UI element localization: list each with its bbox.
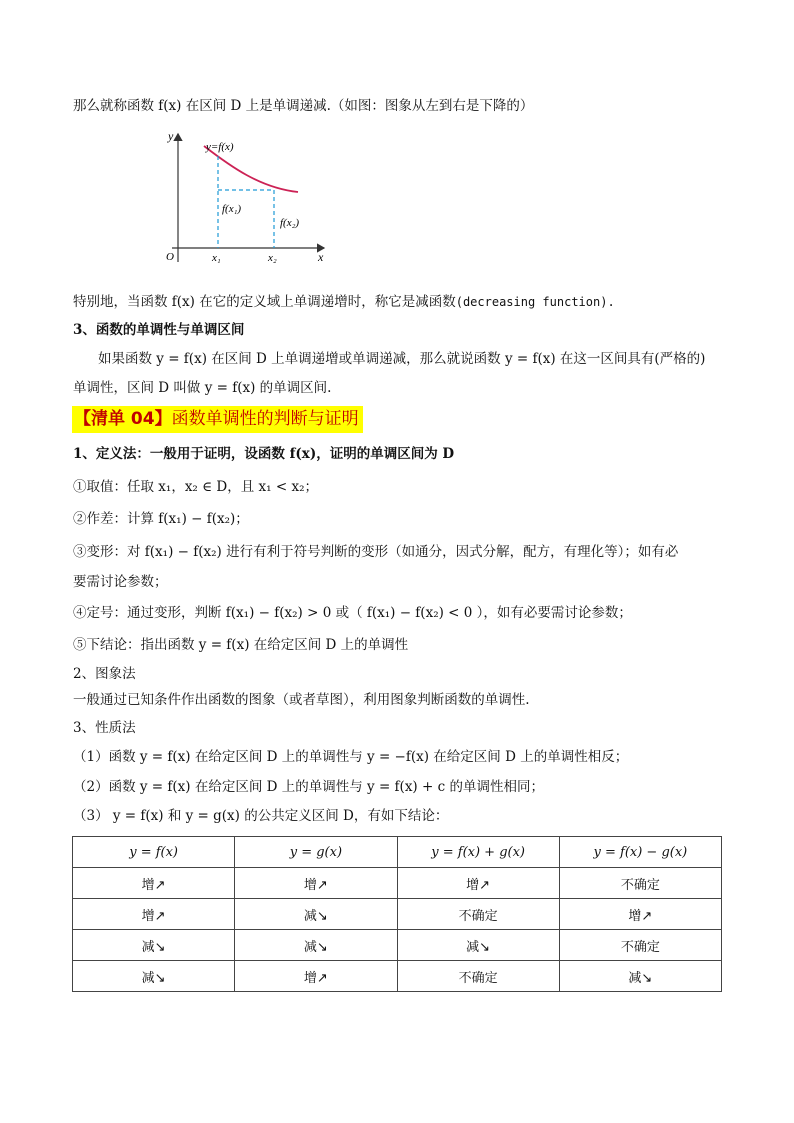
x2-label: x₂ [268,252,277,264]
table-cell: 增↗ [73,899,235,930]
property-3: （3） y = f(x) 和 y = g(x) 的公共定义区间 D，有如下结论： [73,808,449,824]
step-transform-1: ③变形：对 f(x₁) − f(x₂) 进行有利于符号判断的变形（如通分，因式分解，配方，有理化等）；如有必 [73,544,679,560]
table-cell: 增↗ [235,868,397,899]
special-case-term: (decreasing function). [455,295,615,309]
header-f: y = f(x) [73,837,235,868]
graph-method-heading: 2、图象法 [73,666,136,682]
section-title [72,406,363,433]
table-cell: 减↘ [235,930,397,961]
table-row [73,961,722,992]
special-case-text: 特别地，当函数 f(x) 在它的定义域上单调递增时，称它是减函数 [73,294,456,310]
table-cell: 增↗ [235,961,397,992]
monotonic-interval-para-1: 如果函数 y = f(x) 在区间 D 上单调递增或单调递减，那么就说函数 y = f(x) 在这一区间具有(严格的) [98,351,706,367]
section-bracket-close: 】 [154,409,172,429]
definition-method-heading: 1、定义法：一般用于证明，设函数 f(x)，证明的单调区间为 D [73,446,455,462]
x1-label: x₁ [212,252,221,264]
table-row [73,899,722,930]
table-row [73,930,722,961]
x-axis-label: x [318,250,324,264]
table-cell: 不确定 [397,899,559,930]
origin-label: O [166,251,174,263]
table-cell: 不确定 [559,930,721,961]
section-tag: 清单 04 [91,409,155,429]
table-row [73,868,722,899]
fx2-label: f(x₂) [280,217,300,229]
monotonic-interval-heading: 3、函数的单调性与单调区间 [73,322,245,338]
table-cell: 减↘ [235,899,397,930]
decreasing-function-graph [160,128,332,268]
table-cell: 增↗ [397,868,559,899]
header-g: y = g(x) [235,837,397,868]
section-title-text: 函数单调性的判断与证明 [171,409,359,429]
section-bracket-open: 【 [74,409,91,429]
header-sum: y = f(x) + g(x) [397,837,559,868]
table-cell: 增↗ [73,868,235,899]
step-take-values: ①取值：任取 x₁，x₂ ∈ D，且 x₁ < x₂； [73,479,318,495]
fx1-label: f(x₁) [222,203,242,215]
decreasing-definition: 那么就称函数 f(x) 在区间 D 上是单调递减.（如图：图象从左到右是下降的） [73,98,534,114]
table-cell: 不确定 [397,961,559,992]
property-2: （2）函数 y = f(x) 在给定区间 D 上的单调性与 y = f(x) + c 的单调性相同； [73,779,544,795]
step-transform-2: 要需讨论参数； [73,574,168,590]
step-determine-sign: ④定号：通过变形，判断 f(x₁) − f(x₂) > 0 或（ f(x₁) − f(x₂) < 0 ），如有必要需讨论参数； [73,605,632,621]
property-method-heading: 3、性质法 [73,720,136,736]
y-axis-label: y [168,129,174,143]
table-cell: 增↗ [559,899,721,930]
step-conclusion: ⑤下结论：指出函数 y = f(x) 在给定区间 D 上的单调性 [73,637,409,653]
step-difference: ②作差：计算 f(x₁) − f(x₂)； [73,511,249,527]
table-cell: 减↘ [73,961,235,992]
table-cell: 减↘ [73,930,235,961]
curve-label: y=f(x) [206,141,234,153]
monotonic-interval-para-2: 单调性，区间 D 叫做 y = f(x) 的单调区间. [73,380,332,396]
property-1: （1）函数 y = f(x) 在给定区间 D 上的单调性与 y = −f(x) 在给定区间 D 上的单调性相反； [73,749,629,765]
special-case-line [73,292,615,312]
table-header-row [73,837,722,868]
monotonicity-table [72,836,722,992]
table-cell: 减↘ [397,930,559,961]
header-difference: y = f(x) − g(x) [559,837,721,868]
graph-method-text: 一般通过已知条件作出函数的图象（或者草图），利用图象判断函数的单调性. [73,692,530,708]
table-cell: 不确定 [559,868,721,899]
table-cell: 减↘ [559,961,721,992]
